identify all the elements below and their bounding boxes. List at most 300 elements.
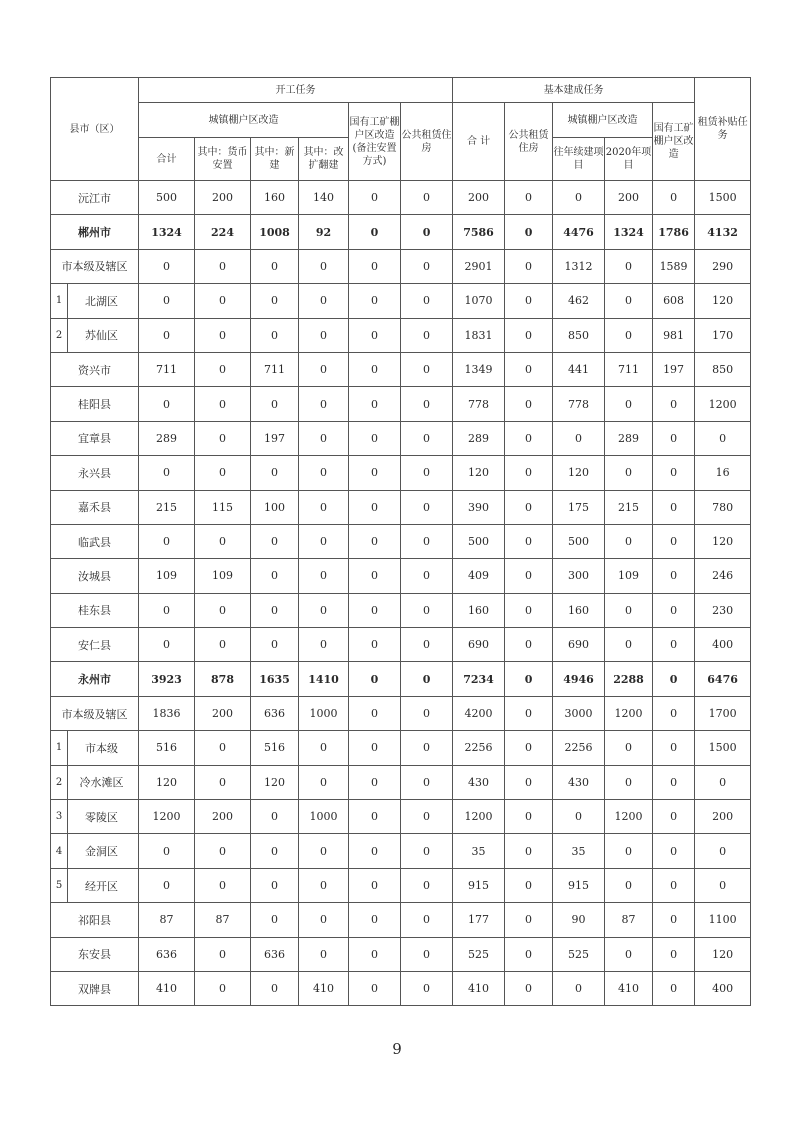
region-name: 市本级及辖区 bbox=[51, 249, 139, 283]
value-cell: 300 bbox=[553, 559, 605, 593]
region-cell bbox=[51, 868, 139, 902]
value-cell: 0 bbox=[653, 765, 695, 799]
value-cell: 109 bbox=[139, 559, 195, 593]
value-cell: 0 bbox=[299, 559, 349, 593]
value-cell: 1836 bbox=[139, 696, 195, 730]
value-cell: 525 bbox=[553, 937, 605, 971]
value-cell: 289 bbox=[605, 421, 653, 455]
value-cell: 0 bbox=[605, 456, 653, 490]
value-cell: 1070 bbox=[453, 284, 505, 318]
row-index: 4 bbox=[51, 834, 68, 867]
value-cell: 1324 bbox=[139, 215, 195, 249]
value-cell: 400 bbox=[695, 628, 751, 662]
value-cell: 0 bbox=[653, 731, 695, 765]
value-cell: 0 bbox=[195, 593, 251, 627]
value-cell: 0 bbox=[653, 181, 695, 215]
value-cell: 0 bbox=[251, 903, 299, 937]
value-cell: 0 bbox=[605, 868, 653, 902]
value-cell: 246 bbox=[695, 559, 751, 593]
value-cell: 0 bbox=[505, 903, 553, 937]
value-cell: 4946 bbox=[553, 662, 605, 696]
header-completion-state-mine: 国有工矿棚户区改造 bbox=[653, 103, 695, 181]
value-cell: 0 bbox=[605, 524, 653, 558]
table-row bbox=[51, 215, 751, 249]
table-row bbox=[51, 559, 751, 593]
row-index: 2 bbox=[51, 766, 68, 799]
value-cell: 430 bbox=[553, 765, 605, 799]
value-cell: 410 bbox=[605, 971, 653, 1005]
value-cell: 0 bbox=[195, 834, 251, 868]
value-cell: 0 bbox=[195, 318, 251, 352]
value-cell: 90 bbox=[553, 903, 605, 937]
value-cell: 0 bbox=[349, 593, 401, 627]
value-cell: 0 bbox=[401, 524, 453, 558]
value-cell: 1410 bbox=[299, 662, 349, 696]
value-cell: 200 bbox=[453, 181, 505, 215]
value-cell: 1000 bbox=[299, 800, 349, 834]
table-row bbox=[51, 352, 751, 386]
value-cell: 0 bbox=[505, 696, 553, 730]
table-row bbox=[51, 937, 751, 971]
value-cell: 1000 bbox=[299, 696, 349, 730]
value-cell: 1200 bbox=[695, 387, 751, 421]
value-cell: 0 bbox=[505, 387, 553, 421]
value-cell: 290 bbox=[695, 249, 751, 283]
value-cell: 0 bbox=[349, 731, 401, 765]
value-cell: 0 bbox=[299, 593, 349, 627]
value-cell: 87 bbox=[195, 903, 251, 937]
header-start-total: 合计 bbox=[139, 138, 195, 181]
value-cell: 0 bbox=[653, 937, 695, 971]
value-cell: 0 bbox=[349, 490, 401, 524]
value-cell: 0 bbox=[251, 456, 299, 490]
value-cell: 0 bbox=[349, 249, 401, 283]
value-cell: 0 bbox=[505, 593, 553, 627]
header-renovation: 其中：改扩翻建 bbox=[299, 138, 349, 181]
value-cell: 0 bbox=[505, 318, 553, 352]
value-cell: 0 bbox=[653, 834, 695, 868]
table-row bbox=[51, 971, 751, 1005]
value-cell: 200 bbox=[605, 181, 653, 215]
value-cell: 0 bbox=[299, 937, 349, 971]
value-cell: 0 bbox=[195, 731, 251, 765]
table-row bbox=[51, 387, 751, 421]
value-cell: 120 bbox=[251, 765, 299, 799]
table-row bbox=[51, 490, 751, 524]
value-cell: 0 bbox=[195, 284, 251, 318]
value-cell: 0 bbox=[349, 800, 401, 834]
value-cell: 170 bbox=[695, 318, 751, 352]
value-cell: 16 bbox=[695, 456, 751, 490]
value-cell: 711 bbox=[605, 352, 653, 386]
value-cell: 0 bbox=[653, 490, 695, 524]
value-cell: 410 bbox=[299, 971, 349, 1005]
region-cell bbox=[51, 834, 139, 868]
value-cell: 0 bbox=[401, 971, 453, 1005]
value-cell: 0 bbox=[401, 834, 453, 868]
value-cell: 1200 bbox=[453, 800, 505, 834]
value-cell: 120 bbox=[695, 937, 751, 971]
value-cell: 0 bbox=[401, 352, 453, 386]
region-name: 北湖区 bbox=[85, 294, 118, 308]
region-name: 双牌县 bbox=[51, 971, 139, 1005]
value-cell: 0 bbox=[349, 284, 401, 318]
value-cell: 0 bbox=[401, 387, 453, 421]
header-monetary: 其中：货币安置 bbox=[195, 138, 251, 181]
value-cell: 197 bbox=[251, 421, 299, 455]
value-cell: 109 bbox=[195, 559, 251, 593]
value-cell: 0 bbox=[401, 456, 453, 490]
value-cell: 0 bbox=[401, 628, 453, 662]
table-row bbox=[51, 181, 751, 215]
value-cell: 1312 bbox=[553, 249, 605, 283]
value-cell: 0 bbox=[349, 662, 401, 696]
value-cell: 500 bbox=[453, 524, 505, 558]
value-cell: 0 bbox=[251, 593, 299, 627]
region-name: 沅江市 bbox=[51, 181, 139, 215]
region-name: 临武县 bbox=[51, 524, 139, 558]
value-cell: 0 bbox=[299, 318, 349, 352]
value-cell: 3000 bbox=[553, 696, 605, 730]
value-cell: 230 bbox=[695, 593, 751, 627]
value-cell: 0 bbox=[299, 731, 349, 765]
row-index: 1 bbox=[51, 731, 68, 764]
value-cell: 0 bbox=[505, 352, 553, 386]
value-cell: 0 bbox=[349, 696, 401, 730]
header-past-continued: 往年续建项目 bbox=[553, 138, 605, 181]
value-cell: 0 bbox=[349, 421, 401, 455]
value-cell: 0 bbox=[299, 765, 349, 799]
value-cell: 160 bbox=[453, 593, 505, 627]
value-cell: 0 bbox=[653, 628, 695, 662]
value-cell: 0 bbox=[401, 490, 453, 524]
table-body bbox=[51, 181, 751, 1006]
value-cell: 0 bbox=[653, 903, 695, 937]
region-cell bbox=[51, 318, 139, 352]
value-cell: 4200 bbox=[453, 696, 505, 730]
value-cell: 0 bbox=[653, 456, 695, 490]
value-cell: 200 bbox=[195, 696, 251, 730]
value-cell: 0 bbox=[505, 765, 553, 799]
region-cell bbox=[51, 800, 139, 834]
value-cell: 0 bbox=[349, 181, 401, 215]
value-cell: 35 bbox=[453, 834, 505, 868]
value-cell: 0 bbox=[653, 662, 695, 696]
table-row bbox=[51, 456, 751, 490]
value-cell: 0 bbox=[349, 868, 401, 902]
value-cell: 215 bbox=[139, 490, 195, 524]
region-cell bbox=[51, 731, 139, 765]
value-cell: 636 bbox=[251, 696, 299, 730]
value-cell: 0 bbox=[349, 937, 401, 971]
value-cell: 0 bbox=[505, 971, 553, 1005]
value-cell: 0 bbox=[695, 765, 751, 799]
value-cell: 400 bbox=[695, 971, 751, 1005]
value-cell: 410 bbox=[139, 971, 195, 1005]
region-name: 苏仙区 bbox=[85, 329, 118, 343]
header-basic-completion: 基本建成任务 bbox=[453, 78, 695, 103]
value-cell: 200 bbox=[195, 181, 251, 215]
value-cell: 0 bbox=[195, 249, 251, 283]
value-cell: 7586 bbox=[453, 215, 505, 249]
value-cell: 0 bbox=[653, 696, 695, 730]
value-cell: 0 bbox=[653, 387, 695, 421]
value-cell: 289 bbox=[453, 421, 505, 455]
value-cell: 0 bbox=[139, 524, 195, 558]
value-cell: 224 bbox=[195, 215, 251, 249]
value-cell: 778 bbox=[453, 387, 505, 421]
value-cell: 390 bbox=[453, 490, 505, 524]
value-cell: 0 bbox=[299, 490, 349, 524]
value-cell: 0 bbox=[605, 318, 653, 352]
region-name: 市本级及辖区 bbox=[51, 696, 139, 730]
value-cell: 7234 bbox=[453, 662, 505, 696]
value-cell: 780 bbox=[695, 490, 751, 524]
housing-task-table bbox=[50, 77, 751, 1006]
value-cell: 500 bbox=[139, 181, 195, 215]
value-cell: 0 bbox=[251, 800, 299, 834]
value-cell: 0 bbox=[605, 834, 653, 868]
value-cell: 120 bbox=[453, 456, 505, 490]
region-name: 金洞区 bbox=[85, 845, 118, 859]
value-cell: 120 bbox=[553, 456, 605, 490]
value-cell: 175 bbox=[553, 490, 605, 524]
value-cell: 2901 bbox=[453, 249, 505, 283]
value-cell: 197 bbox=[653, 352, 695, 386]
value-cell: 850 bbox=[553, 318, 605, 352]
value-cell: 92 bbox=[299, 215, 349, 249]
value-cell: 1786 bbox=[653, 215, 695, 249]
region-name: 永州市 bbox=[51, 662, 139, 696]
table-row bbox=[51, 284, 751, 318]
value-cell: 0 bbox=[299, 421, 349, 455]
value-cell: 0 bbox=[195, 352, 251, 386]
value-cell: 636 bbox=[251, 937, 299, 971]
header-state-mine: 国有工矿棚户区改造(备注安置方式) bbox=[349, 103, 401, 181]
value-cell: 0 bbox=[505, 215, 553, 249]
value-cell: 0 bbox=[349, 352, 401, 386]
value-cell: 0 bbox=[605, 284, 653, 318]
value-cell: 0 bbox=[299, 524, 349, 558]
region-name: 市本级 bbox=[85, 741, 118, 755]
value-cell: 0 bbox=[605, 387, 653, 421]
header-public-rental: 公共租赁住房 bbox=[401, 103, 453, 181]
value-cell: 0 bbox=[401, 215, 453, 249]
value-cell: 160 bbox=[553, 593, 605, 627]
value-cell: 0 bbox=[251, 559, 299, 593]
value-cell: 0 bbox=[401, 662, 453, 696]
value-cell: 0 bbox=[653, 593, 695, 627]
table-row bbox=[51, 731, 751, 765]
value-cell: 0 bbox=[195, 868, 251, 902]
value-cell: 0 bbox=[401, 868, 453, 902]
header-region: 县市（区） bbox=[51, 78, 139, 181]
value-cell: 0 bbox=[695, 868, 751, 902]
value-cell: 0 bbox=[553, 421, 605, 455]
header-urban-shanty: 城镇棚户区改造 bbox=[139, 103, 349, 138]
region-name: 桂阳县 bbox=[51, 387, 139, 421]
value-cell: 0 bbox=[195, 421, 251, 455]
value-cell: 0 bbox=[349, 524, 401, 558]
header-2020-projects: 2020年项目 bbox=[605, 138, 653, 181]
value-cell: 0 bbox=[505, 868, 553, 902]
value-cell: 409 bbox=[453, 559, 505, 593]
row-index: 5 bbox=[51, 869, 68, 902]
value-cell: 0 bbox=[505, 800, 553, 834]
table-row bbox=[51, 421, 751, 455]
value-cell: 0 bbox=[251, 868, 299, 902]
value-cell: 0 bbox=[505, 662, 553, 696]
header-completion-public-rental: 公共租赁住房 bbox=[505, 103, 553, 181]
value-cell: 4132 bbox=[695, 215, 751, 249]
value-cell: 0 bbox=[195, 765, 251, 799]
table-row bbox=[51, 628, 751, 662]
value-cell: 289 bbox=[139, 421, 195, 455]
value-cell: 0 bbox=[553, 181, 605, 215]
table-row bbox=[51, 903, 751, 937]
value-cell: 0 bbox=[349, 215, 401, 249]
value-cell: 0 bbox=[505, 559, 553, 593]
value-cell: 3923 bbox=[139, 662, 195, 696]
value-cell: 0 bbox=[553, 971, 605, 1005]
value-cell: 0 bbox=[505, 421, 553, 455]
value-cell: 0 bbox=[139, 628, 195, 662]
value-cell: 0 bbox=[401, 249, 453, 283]
value-cell: 0 bbox=[299, 868, 349, 902]
header-new-build: 其中：新 建 bbox=[251, 138, 299, 181]
value-cell: 87 bbox=[605, 903, 653, 937]
value-cell: 0 bbox=[401, 765, 453, 799]
region-name: 祁阳县 bbox=[51, 903, 139, 937]
table-row bbox=[51, 524, 751, 558]
region-name: 永兴县 bbox=[51, 456, 139, 490]
value-cell: 0 bbox=[139, 834, 195, 868]
value-cell: 0 bbox=[195, 387, 251, 421]
value-cell: 0 bbox=[299, 387, 349, 421]
value-cell: 0 bbox=[139, 249, 195, 283]
value-cell: 0 bbox=[695, 421, 751, 455]
value-cell: 850 bbox=[695, 352, 751, 386]
value-cell: 0 bbox=[653, 559, 695, 593]
value-cell: 516 bbox=[139, 731, 195, 765]
header-start-tasks: 开工任务 bbox=[139, 78, 453, 103]
header-completion-urban-shanty: 城镇棚户区改造 bbox=[553, 103, 653, 138]
value-cell: 0 bbox=[653, 524, 695, 558]
value-cell: 0 bbox=[401, 181, 453, 215]
value-cell: 0 bbox=[605, 765, 653, 799]
value-cell: 0 bbox=[299, 284, 349, 318]
row-index: 2 bbox=[51, 319, 68, 352]
value-cell: 0 bbox=[299, 834, 349, 868]
region-name: 桂东县 bbox=[51, 593, 139, 627]
region-name: 资兴市 bbox=[51, 352, 139, 386]
value-cell: 0 bbox=[139, 593, 195, 627]
value-cell: 0 bbox=[251, 971, 299, 1005]
value-cell: 0 bbox=[349, 559, 401, 593]
page-number: 9 bbox=[392, 1040, 402, 1058]
value-cell: 140 bbox=[299, 181, 349, 215]
value-cell: 0 bbox=[251, 524, 299, 558]
table-row bbox=[51, 249, 751, 283]
value-cell: 160 bbox=[251, 181, 299, 215]
value-cell: 711 bbox=[251, 352, 299, 386]
table-row bbox=[51, 765, 751, 799]
value-cell: 1200 bbox=[605, 696, 653, 730]
value-cell: 0 bbox=[505, 490, 553, 524]
value-cell: 2256 bbox=[553, 731, 605, 765]
value-cell: 0 bbox=[401, 903, 453, 937]
value-cell: 0 bbox=[299, 628, 349, 662]
table-row bbox=[51, 593, 751, 627]
value-cell: 87 bbox=[139, 903, 195, 937]
value-cell: 1349 bbox=[453, 352, 505, 386]
value-cell: 0 bbox=[505, 731, 553, 765]
value-cell: 2256 bbox=[453, 731, 505, 765]
value-cell: 915 bbox=[453, 868, 505, 902]
value-cell: 0 bbox=[139, 387, 195, 421]
value-cell: 0 bbox=[653, 800, 695, 834]
value-cell: 35 bbox=[553, 834, 605, 868]
value-cell: 0 bbox=[299, 249, 349, 283]
value-cell: 0 bbox=[195, 937, 251, 971]
value-cell: 0 bbox=[505, 249, 553, 283]
value-cell: 0 bbox=[505, 181, 553, 215]
region-cell bbox=[51, 765, 139, 799]
value-cell: 0 bbox=[251, 284, 299, 318]
value-cell: 0 bbox=[605, 249, 653, 283]
header-completion-total: 合 计 bbox=[453, 103, 505, 181]
region-name: 宜章县 bbox=[51, 421, 139, 455]
region-name: 安仁县 bbox=[51, 628, 139, 662]
value-cell: 525 bbox=[453, 937, 505, 971]
value-cell: 0 bbox=[605, 731, 653, 765]
table-row bbox=[51, 868, 751, 902]
value-cell: 0 bbox=[251, 387, 299, 421]
value-cell: 0 bbox=[401, 421, 453, 455]
row-index: 3 bbox=[51, 800, 68, 833]
value-cell: 1500 bbox=[695, 731, 751, 765]
value-cell: 0 bbox=[349, 318, 401, 352]
value-cell: 0 bbox=[251, 834, 299, 868]
value-cell: 0 bbox=[505, 456, 553, 490]
value-cell: 778 bbox=[553, 387, 605, 421]
value-cell: 0 bbox=[349, 628, 401, 662]
value-cell: 0 bbox=[195, 971, 251, 1005]
value-cell: 4476 bbox=[553, 215, 605, 249]
value-cell: 0 bbox=[605, 593, 653, 627]
value-cell: 441 bbox=[553, 352, 605, 386]
value-cell: 1831 bbox=[453, 318, 505, 352]
value-cell: 109 bbox=[605, 559, 653, 593]
value-cell: 462 bbox=[553, 284, 605, 318]
value-cell: 1635 bbox=[251, 662, 299, 696]
value-cell: 0 bbox=[139, 868, 195, 902]
header-rent-subsidy: 租赁补贴任务 bbox=[695, 78, 751, 181]
value-cell: 0 bbox=[251, 318, 299, 352]
value-cell: 0 bbox=[195, 628, 251, 662]
value-cell: 0 bbox=[505, 628, 553, 662]
value-cell: 1200 bbox=[605, 800, 653, 834]
value-cell: 120 bbox=[139, 765, 195, 799]
value-cell: 690 bbox=[553, 628, 605, 662]
value-cell: 0 bbox=[349, 971, 401, 1005]
value-cell: 120 bbox=[695, 524, 751, 558]
value-cell: 878 bbox=[195, 662, 251, 696]
value-cell: 1589 bbox=[653, 249, 695, 283]
value-cell: 1700 bbox=[695, 696, 751, 730]
value-cell: 0 bbox=[349, 387, 401, 421]
value-cell: 690 bbox=[453, 628, 505, 662]
